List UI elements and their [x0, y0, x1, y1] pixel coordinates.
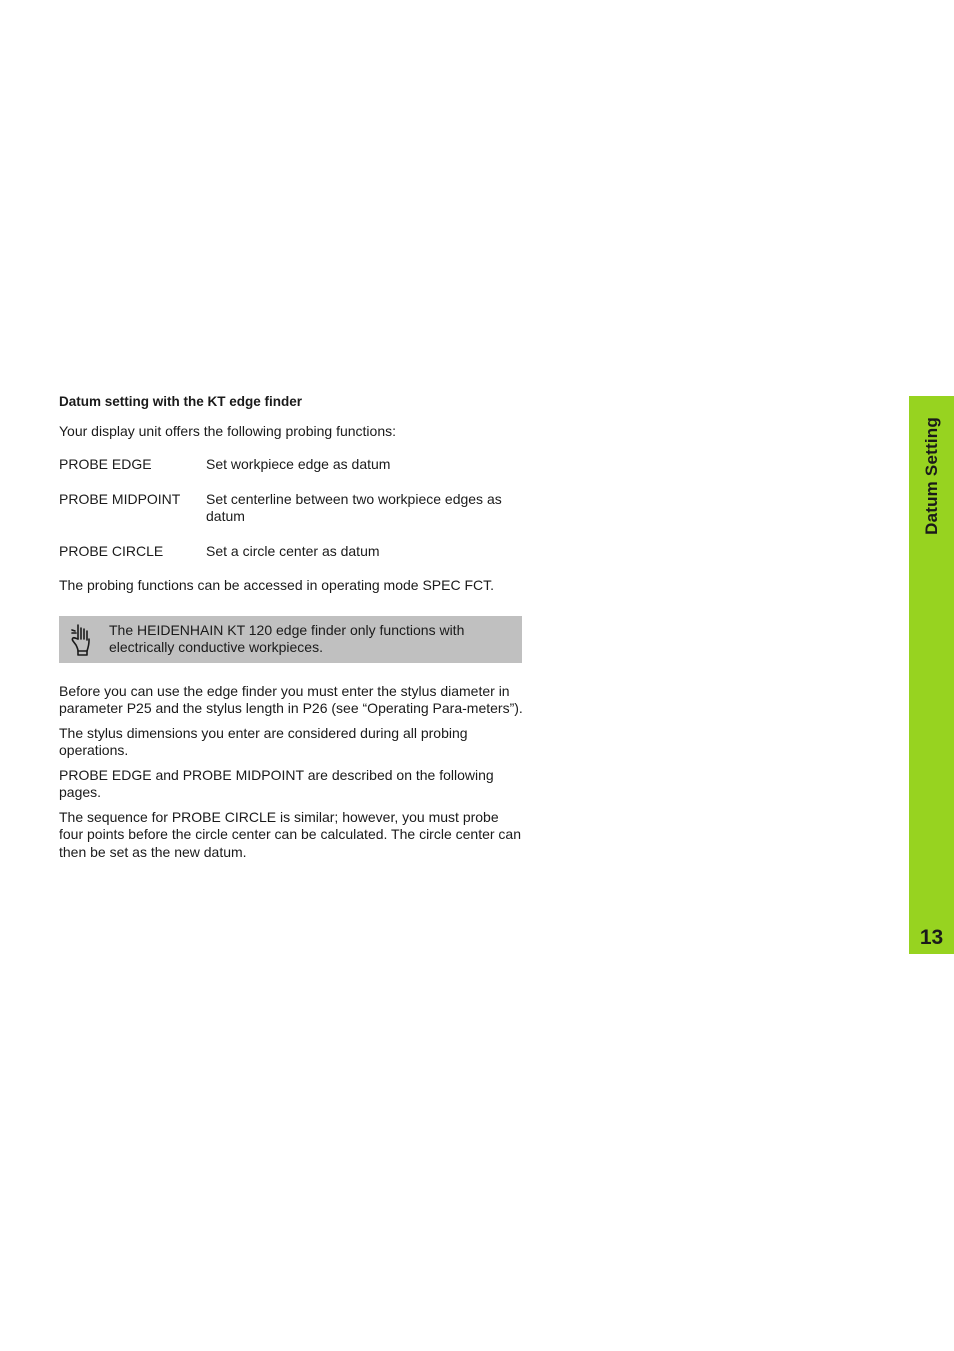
function-name: PROBE MIDPOINT: [59, 490, 181, 507]
probing-functions-table: [59, 456, 524, 560]
note-box: [59, 616, 522, 663]
function-description: Set centerline between two workpiece edges as datum: [206, 490, 502, 524]
chapter-side-tab: [909, 396, 954, 954]
function-row: [59, 456, 524, 474]
chapter-label-text: Datum Setting: [921, 417, 941, 535]
page-number: 13: [919, 926, 944, 949]
function-description: Set workpiece edge as datum: [206, 456, 391, 472]
section-heading: Datum setting with the KT edge finder: [59, 394, 303, 409]
function-row: [59, 491, 524, 526]
access-paragraph: The probing functions can be accessed in operating mode SPEC FCT.: [59, 577, 495, 593]
function-name: PROBE CIRCLE: [59, 542, 164, 559]
function-description: Set a circle center as datum: [206, 542, 380, 559]
note-text: The HEIDENHAIN KT 120 edge finder only functions with electrically conductive workpieces.: [109, 621, 465, 655]
pointing-hand-icon: [69, 621, 93, 657]
body-paragraphs: [59, 683, 524, 862]
paragraph: The sequence for PROBE CIRCLE is similar; however, you must probe four points before the circle center can be calculated. The circle center can then be set as the new datum.: [59, 808, 521, 860]
main-content: [59, 393, 524, 868]
function-name: PROBE EDGE: [59, 456, 152, 472]
intro-paragraph: Your display unit offers the following probing functions:: [59, 422, 396, 439]
paragraph: The stylus dimensions you enter are considered during all probing operations.: [59, 724, 468, 758]
chapter-label: [909, 396, 954, 556]
paragraph: PROBE EDGE and PROBE MIDPOINT are described on the following pages.: [59, 766, 494, 800]
paragraph: Before you can use the edge finder you must enter the stylus diameter in parameter P25 and the stylus length in P26 (see “Operating Para-meters”).: [59, 682, 523, 716]
function-row: [59, 543, 524, 561]
